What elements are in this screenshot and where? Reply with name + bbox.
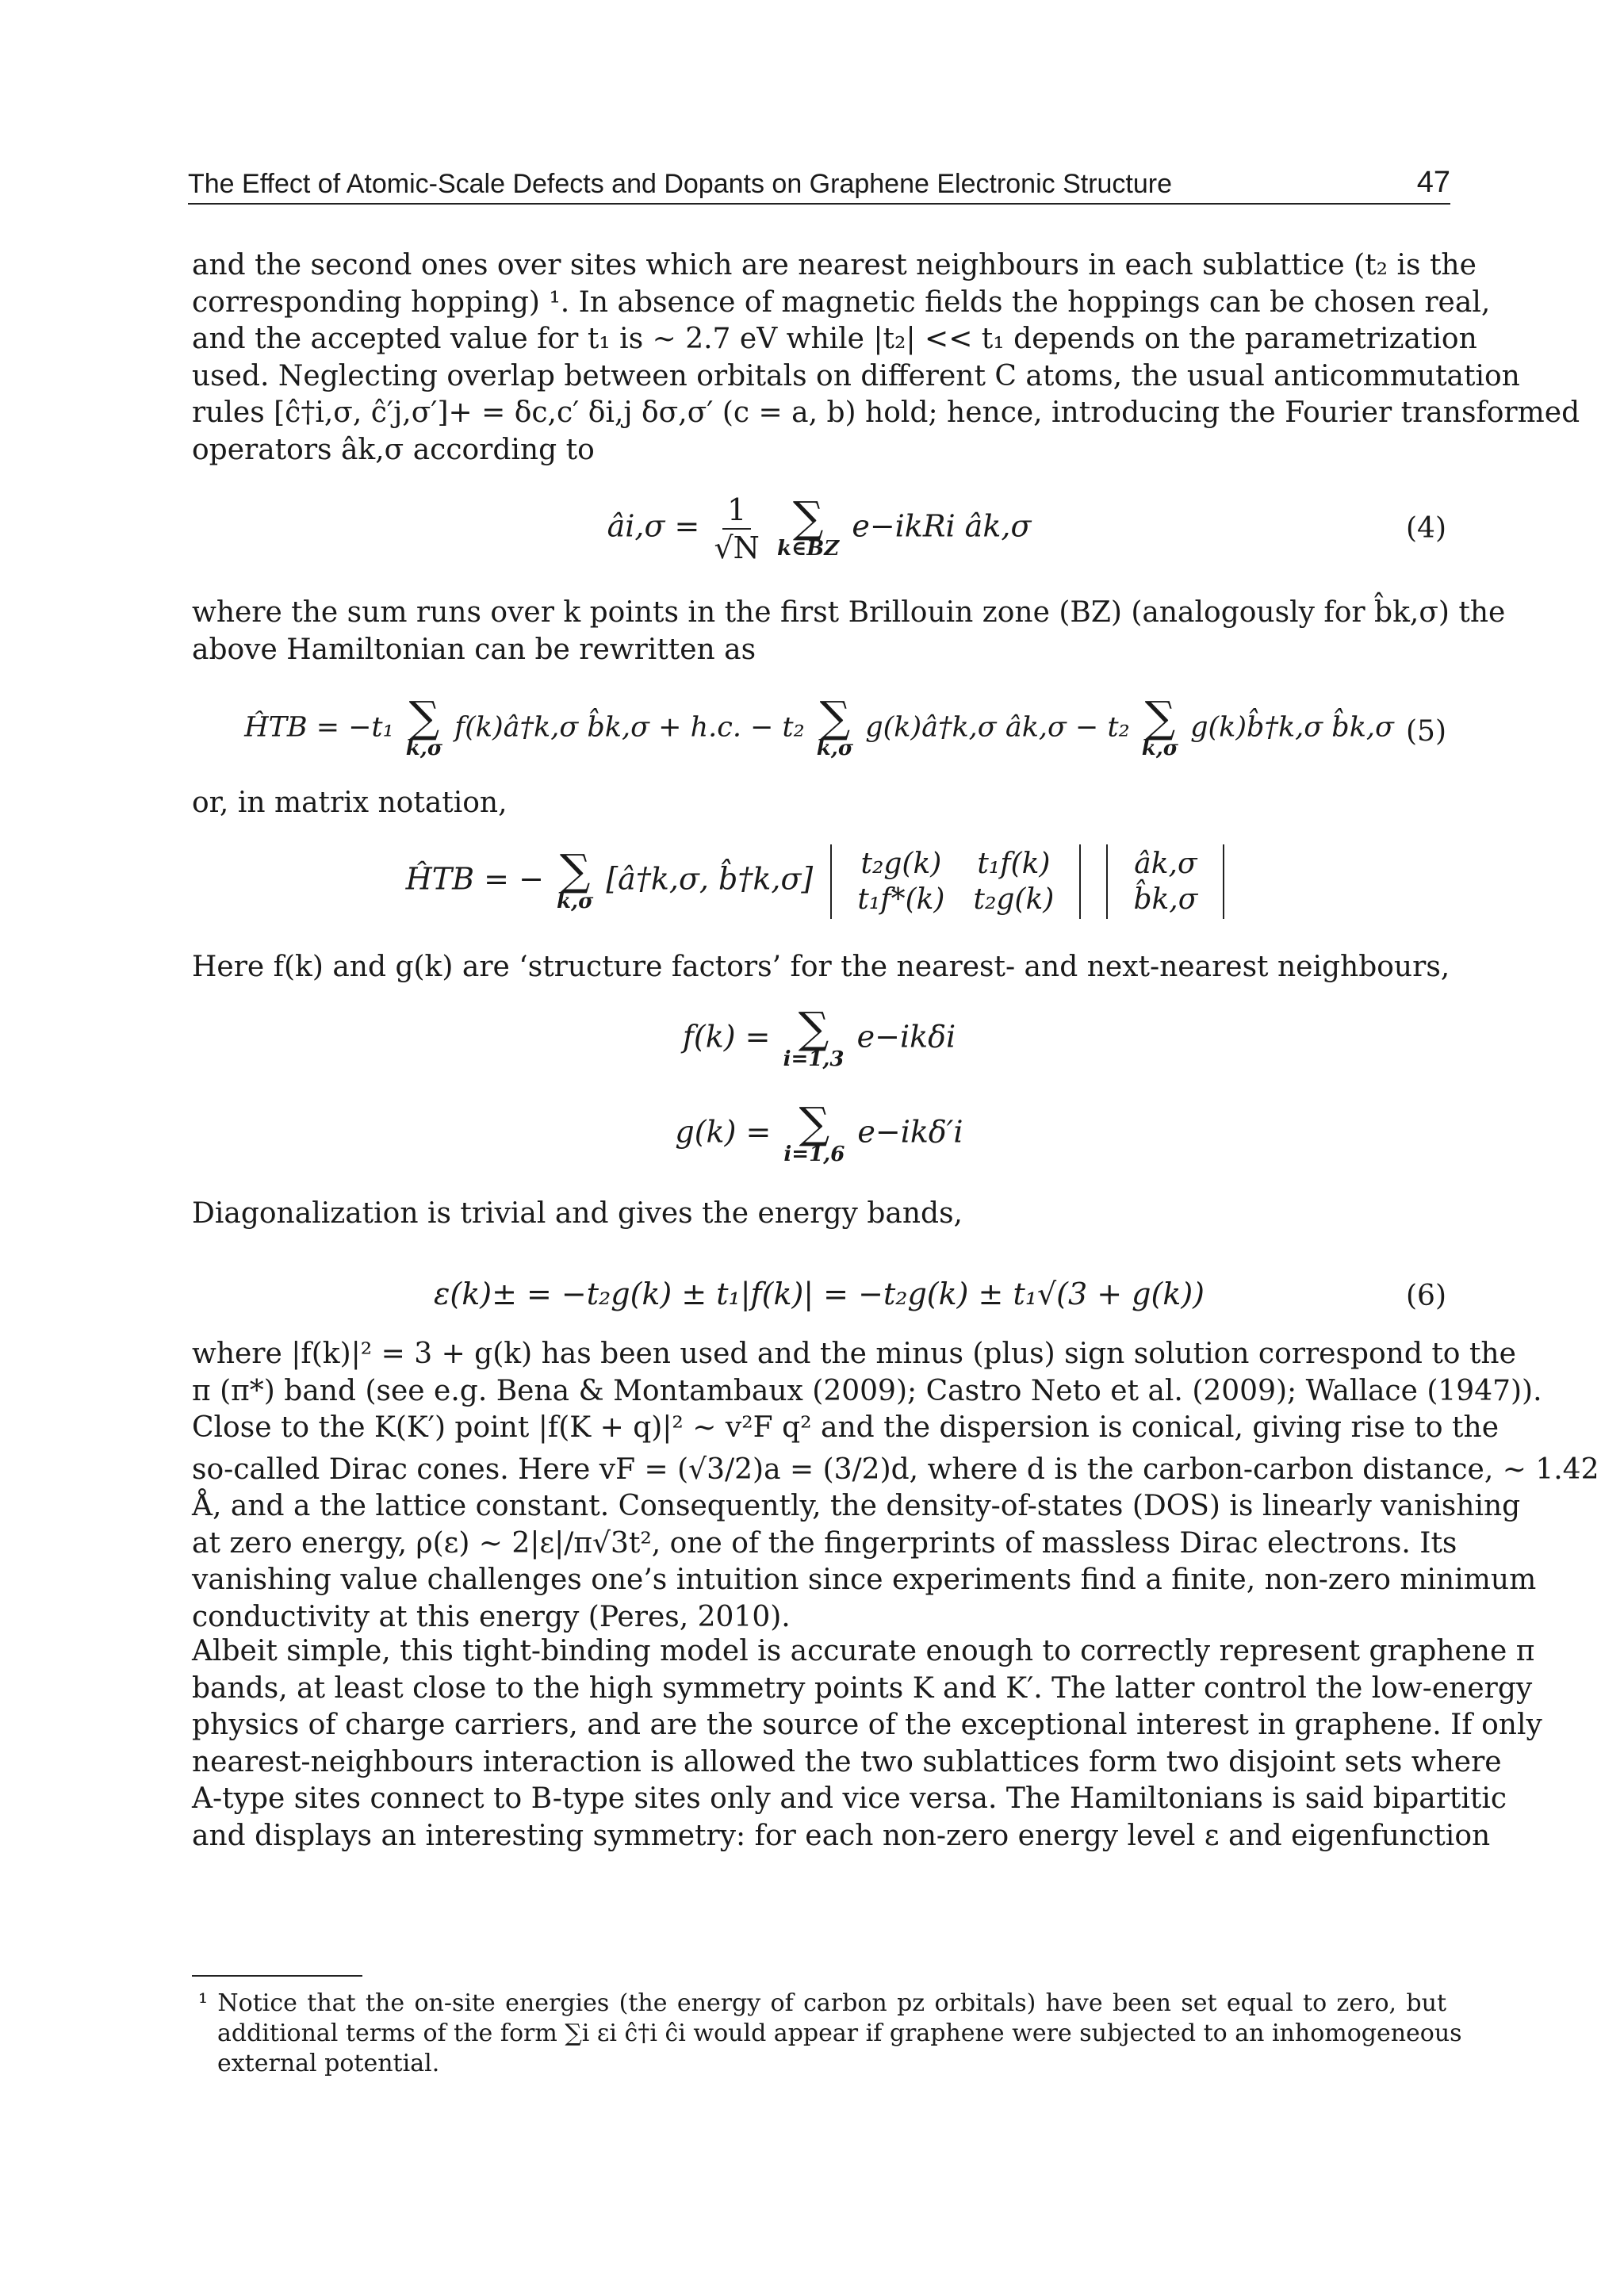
eq5-term: ĤTB = −t₁ bbox=[244, 711, 394, 744]
paragraph-3 bbox=[192, 949, 1450, 986]
equation-g bbox=[192, 1098, 1446, 1183]
eq4-denominator: √N bbox=[714, 530, 760, 565]
text-line: used. Neglecting overlap between orbitals on different C atoms, the usual anticommutation bbox=[192, 359, 1520, 392]
footnote bbox=[198, 1989, 1462, 2079]
column-vector bbox=[1106, 844, 1224, 919]
paragraph-5 bbox=[192, 1336, 1599, 1636]
text-line: or, in matrix notation, bbox=[192, 787, 508, 819]
text-line: A-type sites connect to B-type sites only and vice versa. The Hamiltonians is said bipartitic bbox=[192, 1782, 1507, 1815]
eq-g-sum: ∑ i=1,6 bbox=[783, 1098, 845, 1166]
text-line: above Hamiltonian can be rewritten as bbox=[192, 633, 756, 666]
equation-4 bbox=[192, 492, 1446, 579]
footnote-line: external potential. bbox=[217, 2050, 440, 2077]
eq5-sum-subscript: k,σ bbox=[1141, 737, 1178, 760]
eq5-sum-subscript: k,σ bbox=[405, 737, 443, 760]
eq5-term: g(k)â†k,σ âk,σ − t₂ bbox=[865, 711, 1130, 744]
eq5-sum: ∑ k,σ bbox=[816, 692, 854, 760]
text-line: corresponding hopping) ¹. In absence of magnetic fields the hoppings can be chosen real, bbox=[192, 285, 1491, 319]
equation-6 bbox=[192, 1277, 1446, 1324]
equation-number-6: (6) bbox=[1406, 1280, 1446, 1312]
eq5-sum: ∑ k,σ bbox=[1141, 692, 1178, 760]
footnote-rule bbox=[192, 1975, 362, 1977]
text-line: π (π*) band (see e.g. Bena & Montambaux (2009); Castro Neto et al. (2009); Wallace (1947)). bbox=[192, 1374, 1542, 1407]
footnote-line: additional terms of the form ∑i εi ĉ†i ĉi would appear if graphene were subjected to an inhomogeneous bbox=[217, 2019, 1462, 2047]
text-line: so-called Dirac cones. Here vF = (√3/2)a = (3/2)d, where d is the carbon-carbon distance, ∼ 1.42 bbox=[192, 1453, 1599, 1486]
text-line: operators âk,σ according to bbox=[192, 433, 595, 466]
eq4-fraction bbox=[714, 492, 759, 566]
text-line: Å, and a the lattice constant. Consequently, the density-of-states (DOS) is linearly vanishing bbox=[192, 1490, 1521, 1522]
equation-5 bbox=[192, 692, 1446, 777]
text-line: and the accepted value for t₁ is ∼ 2.7 eV while |t₂| << t₁ depends on the parametrization bbox=[192, 323, 1477, 355]
eq4-sum-subscript: k∈BZ bbox=[777, 537, 840, 561]
eq-f-sum: ∑ i=1,3 bbox=[783, 1003, 845, 1071]
text-line: and displays an interesting symmetry: for each non-zero energy level ε and eigenfunction bbox=[192, 1819, 1491, 1852]
text-line: nearest-neighbours interaction is allowed the two sublattices form two disjoint sets where bbox=[192, 1745, 1502, 1778]
eq-g-rhs: e−ikδ′i bbox=[857, 1114, 963, 1150]
equation-matrix bbox=[192, 844, 1446, 947]
vector-cell: b̂k,σ bbox=[1133, 883, 1198, 916]
eq4-numerator: 1 bbox=[722, 492, 751, 530]
text-line: Diagonalization is trivial and gives the energy bands, bbox=[192, 1197, 963, 1230]
text-line: rules [ĉ†i,σ, ĉ′j,σ′]+ = δc,c′ δi,j δσ,σ′ (c = a, b) hold; hence, introducing the Fourier transformed bbox=[192, 396, 1580, 429]
matrix-cell: t₂g(k) bbox=[860, 848, 942, 880]
eq4-lhs: âi,σ = bbox=[607, 508, 700, 544]
running-header bbox=[188, 163, 1450, 205]
text-line: at zero energy, ρ(ε) ∼ 2|ε|/π√3t², one of the fingerprints of massless Dirac electrons. Its bbox=[192, 1526, 1457, 1560]
text-line: where the sum runs over k points in the first Brillouin zone (BZ) (analogously for b̂k,σ) the bbox=[192, 596, 1506, 629]
eq-g-sum-subscript: i=1,6 bbox=[783, 1143, 845, 1166]
equation-number-5: (5) bbox=[1406, 715, 1446, 748]
eq4-sum: ∑ k∈BZ bbox=[777, 492, 840, 561]
matrix-eq-sum: ∑ k,σ bbox=[557, 845, 594, 913]
text-line: bands, at least close to the high symmetry points K and K′. The latter control the low-energy bbox=[192, 1671, 1533, 1705]
page-number: 47 bbox=[1416, 166, 1450, 199]
row-vector: [â†k,σ, b̂†k,σ] bbox=[606, 861, 814, 897]
eq5-term: g(k)b̂†k,σ b̂k,σ bbox=[1190, 711, 1394, 744]
eq5-sum-subscript: k,σ bbox=[816, 737, 854, 760]
text-line: Albeit simple, this tight-binding model is accurate enough to correctly represent graphene π bbox=[192, 1635, 1535, 1667]
text-line: and the second ones over sites which are nearest neighbours in each sublattice (t₂ is the bbox=[192, 249, 1477, 281]
hamiltonian-matrix bbox=[830, 844, 1081, 919]
vector-cell: âk,σ bbox=[1134, 848, 1197, 880]
text-line: conductivity at this energy (Peres, 2010). bbox=[192, 1600, 791, 1633]
eq5-sum: ∑ k,σ bbox=[405, 692, 443, 760]
equation-number-4: (4) bbox=[1406, 512, 1446, 545]
footnote-line: ¹ Notice that the on-site energies (the energy of carbon pz orbitals) have been set equal to zero, but bbox=[198, 1989, 1446, 2017]
text-line: physics of charge carriers, and are the source of the exceptional interest in graphene. If only bbox=[192, 1709, 1542, 1741]
eq6-body: ε(k)± = −t₂g(k) ± t₁|f(k)| = −t₂g(k) ± t₁√(3 + g(k)) bbox=[434, 1277, 1205, 1311]
text-line: where |f(k)|² = 3 + g(k) has been used and the minus (plus) sign solution correspond to the bbox=[192, 1338, 1516, 1370]
paragraph-1 bbox=[192, 247, 1580, 469]
text-line: Here f(k) and g(k) are ‘structure factors’ for the nearest- and next-nearest neighbours, bbox=[192, 951, 1450, 983]
eq-f-sum-subscript: i=1,3 bbox=[783, 1047, 845, 1071]
eq-g-lhs: g(k) = bbox=[675, 1114, 772, 1150]
running-title: The Effect of Atomic-Scale Defects and Dopants on Graphene Electronic Structure bbox=[188, 169, 1173, 199]
matrix-eq-sum-subscript: k,σ bbox=[557, 890, 594, 913]
equation-f bbox=[192, 1003, 1446, 1088]
matrix-cell: t₁f(k) bbox=[977, 848, 1051, 880]
paragraph-4 bbox=[192, 1196, 1446, 1233]
paragraph-6 bbox=[192, 1633, 1542, 1855]
paragraph-2 bbox=[192, 595, 1506, 668]
eq-f-rhs: e−ikδi bbox=[856, 1019, 956, 1055]
eq5-term: f(k)â†k,σ b̂k,σ + h.c. − t₂ bbox=[454, 711, 805, 744]
matrix-intro bbox=[192, 785, 1446, 822]
matrix-cell: t₂g(k) bbox=[973, 883, 1055, 916]
eq-f-lhs: f(k) = bbox=[682, 1019, 771, 1055]
text-line: Close to the K(K′) point |f(K + q)|² ∼ v²F q² and the dispersion is conical, giving rise to the bbox=[192, 1411, 1500, 1444]
eq4-rhs: e−ikRi âk,σ bbox=[852, 508, 1032, 544]
matrix-cell: t₁f*(k) bbox=[857, 883, 945, 916]
text-line: vanishing value challenges one’s intuition since experiments find a finite, non-zero minimum bbox=[192, 1564, 1537, 1596]
matrix-eq-lhs: ĤTB = − bbox=[405, 861, 544, 897]
